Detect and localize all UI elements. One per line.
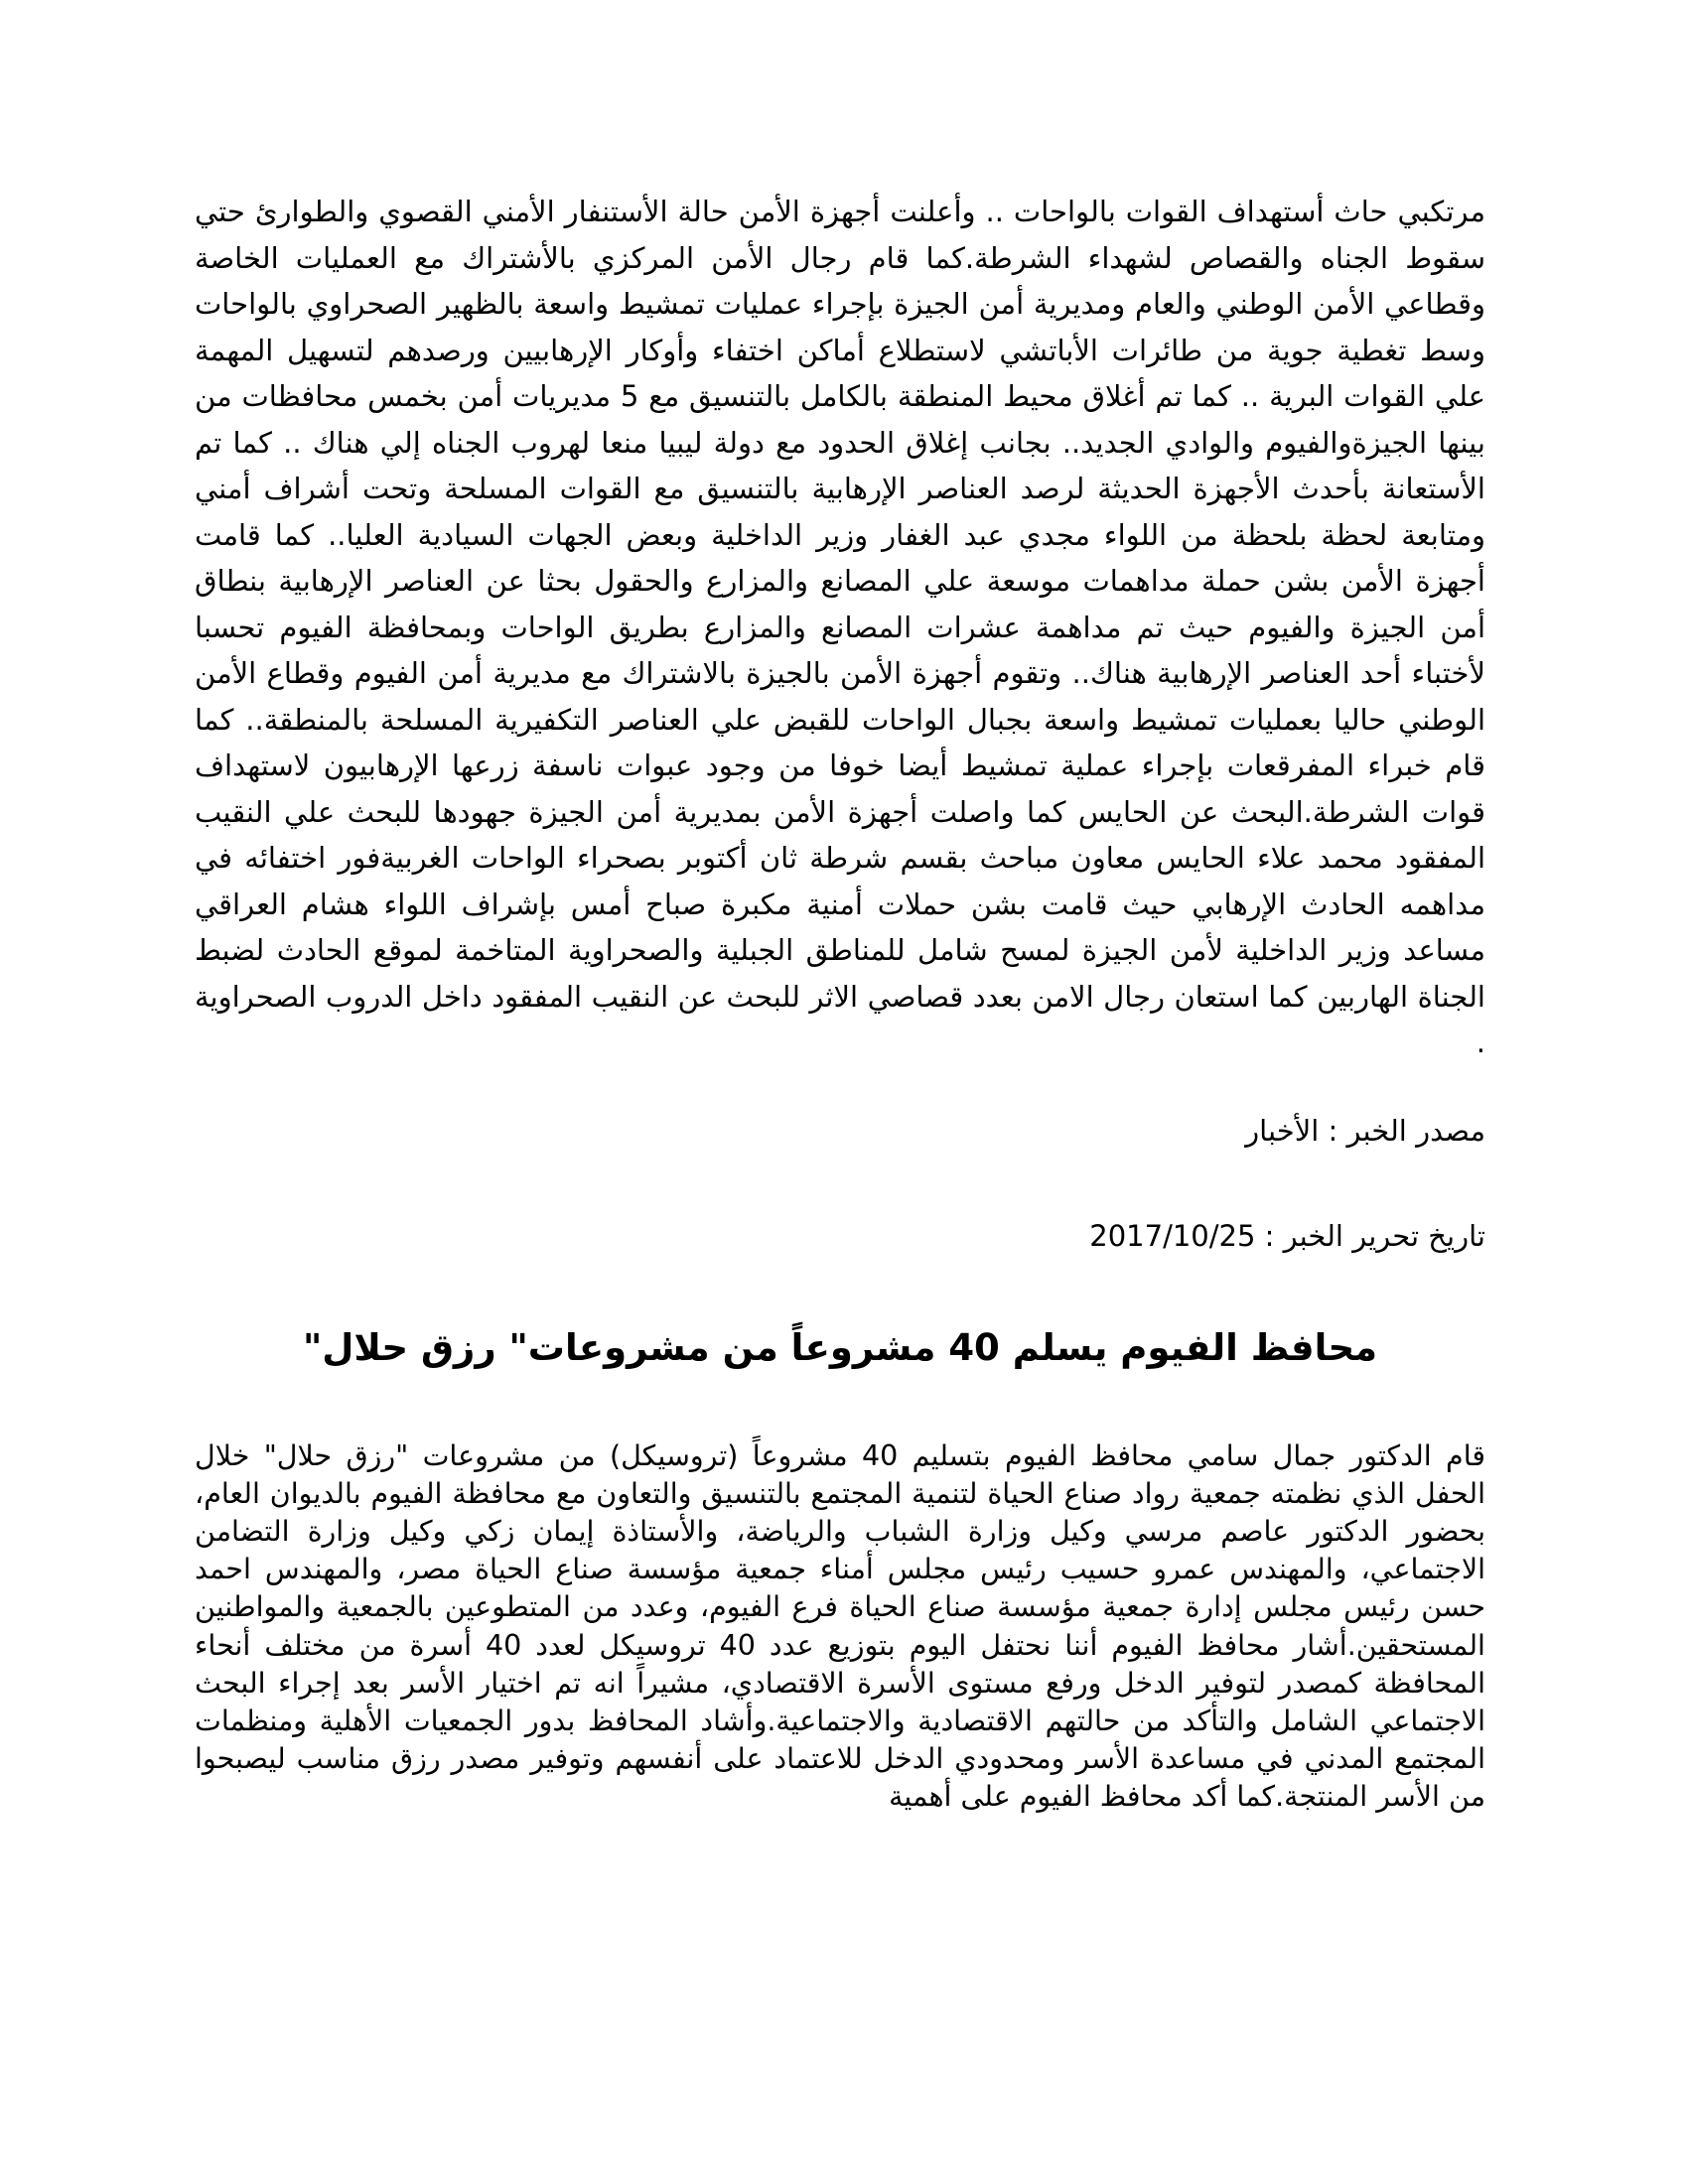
news-date-line: تاريخ تحرير الخبر : 2017/10/25 (1089, 1218, 1485, 1253)
article-body-paragraph-2: قام الدكتور جمال سامي محافظ الفيوم بتسليم 40 مشروعاً (تروسيكل) من مشروعات "رزق حلال" خلال الحفل الذي نظمته جمعية رواد صناع الحياة لتنمية المجتمع بالتنسيق والتعاون مع محافظة الفيوم بالديوان العام، بحضور الدكتور عاصم مرسي وكيل وزارة الشباب والرياضة، والأستاذة إيمان زكي وكيل وزارة التضامن الاجتماعي، والمهندس عمرو حسيب رئيس مجلس أمناء جمعية مؤسسة صناع الحياة مصر، والمهندس احمد حسن رئيس مجلس إدارة جمعية مؤسسة صناع الحياة فرع الفيوم، وعدد من المتطوعين بالجمعية والمواطنين المستحقين.أشار محافظ الفيوم أننا نحتفل اليوم بتوزيع عدد 40 تروسيكل لعدد 40 أسرة من مختلف أنحاء المحافظة كمصدر لتوفير الدخل ورفع مستوى الأسرة الاقتصادي، مشيراً انه تم اختيار الأسر بعد إجراء البحث الاجتماعي الشامل والتأكد من حالتهم الاقتصادية والاجتماعية.وأشاد المحافظ بدور الجمعيات الأهلية ومنظمات المجتمع المدني في مساعدة الأسر ومحدودي الدخل للاعتماد على أنفسهم وتوفير مصدر رزق مناسب ليصبحوا من الأسر المنتجة.كما أكد محافظ الفيوم على أهمية (195, 1438, 1485, 1814)
article-title: محافظ الفيوم يسلم 40 مشروعاً من مشروعات" رزق حلال" (302, 1325, 1378, 1369)
article-body-paragraph: مرتكبي حاث أستهداف القوات بالواحات .. وأعلنت أجهزة الأمن حالة الأستنفار الأمني القصوي والطوارئ حتي سقوط الجناه والقصاص لشهداء الشرطة.كما قام رجال الأمن المركزي بالأشتراك مع العمليات الخاصة وقطاعي الأمن الوطني والعام ومديرية أمن الجيزة بإجراء عمليات تمشيط واسعة بالظهير الصحراوي بالواحات وسط تغطية جوية من طائرات الأباتشي لاستطلاع أماكن اختفاء وأوكار الإرهابيين ورصدهم لتسهيل المهمة علي القوات البرية .. كما تم أغلاق محيط المنطقة بالكامل بالتنسيق مع 5 مديريات أمن بخمس محافظات من بينها الجيزةوالفيوم والوادي الجديد.. بجانب إغلاق الحدود مع دولة ليبيا منعا لهروب الجناه إلي هناك .. كما تم الأستعانة بأحدث الأجهزة الحديثة لرصد العناصر الإرهابية بالتنسيق مع القوات المسلحة وتحت أشراف أمني ومتابعة لحظة بلحظة من اللواء مجدي عبد الغفار وزير الداخلية وبعض الجهات السيادية العليا.. كما قامت أجهزة الأمن بشن حملة مداهمات موسعة علي المصانع والمزارع والحقول بحثا عن العناصر الإرهابية بنطاق أمن الجيزة والفيوم حيث تم مداهمة عشرات المصانع والمزارع بطريق الواحات وبمحافظة الفيوم تحسبا لأختباء أحد العناصر الإرهابية هناك.. وتقوم أجهزة الأمن بالجيزة بالاشتراك مع مديرية أمن الفيوم وقطاع الأمن الوطني حاليا بعمليات تمشيط واسعة بجبال الواحات للقبض علي العناصر التكفيرية المسلحة بالمنطقة.. كما قام خبراء المفرقعات بإجراء عملية تمشيط أيضا خوفا من وجود عبوات ناسفة زرعها الإرهابيون لاستهداف قوات الشرطة.البحث عن الحايس كما واصلت أجهزة الأمن بمديرية أمن الجيزة جهودها للبحث علي النقيب المفقود محمد علاء الحايس معاون مباحث بقسم شرطة ثان أكتوبر بصحراء الواحات الغربيةفور اختفائه في مداهمه الحادث الإرهابي حيث قامت بشن حملات أمنية مكبرة صباح أمس بإشراف اللواء هشام العراقي مساعد وزير الداخلية لأمن الجيزة لمسح شامل للمناطق الجبلية والصحراوية المتاخمة لموقع الحادث لضبط الجناة الهاربين كما استعان رجال الامن بعدد قصاصي الاثر للبحث عن النقيب المفقود داخل الدروب الصحراوية . (195, 195, 1485, 1059)
document-page (195, 189, 1485, 2134)
news-source-line: مصدر الخبر : الأخبار (1245, 1113, 1485, 1148)
